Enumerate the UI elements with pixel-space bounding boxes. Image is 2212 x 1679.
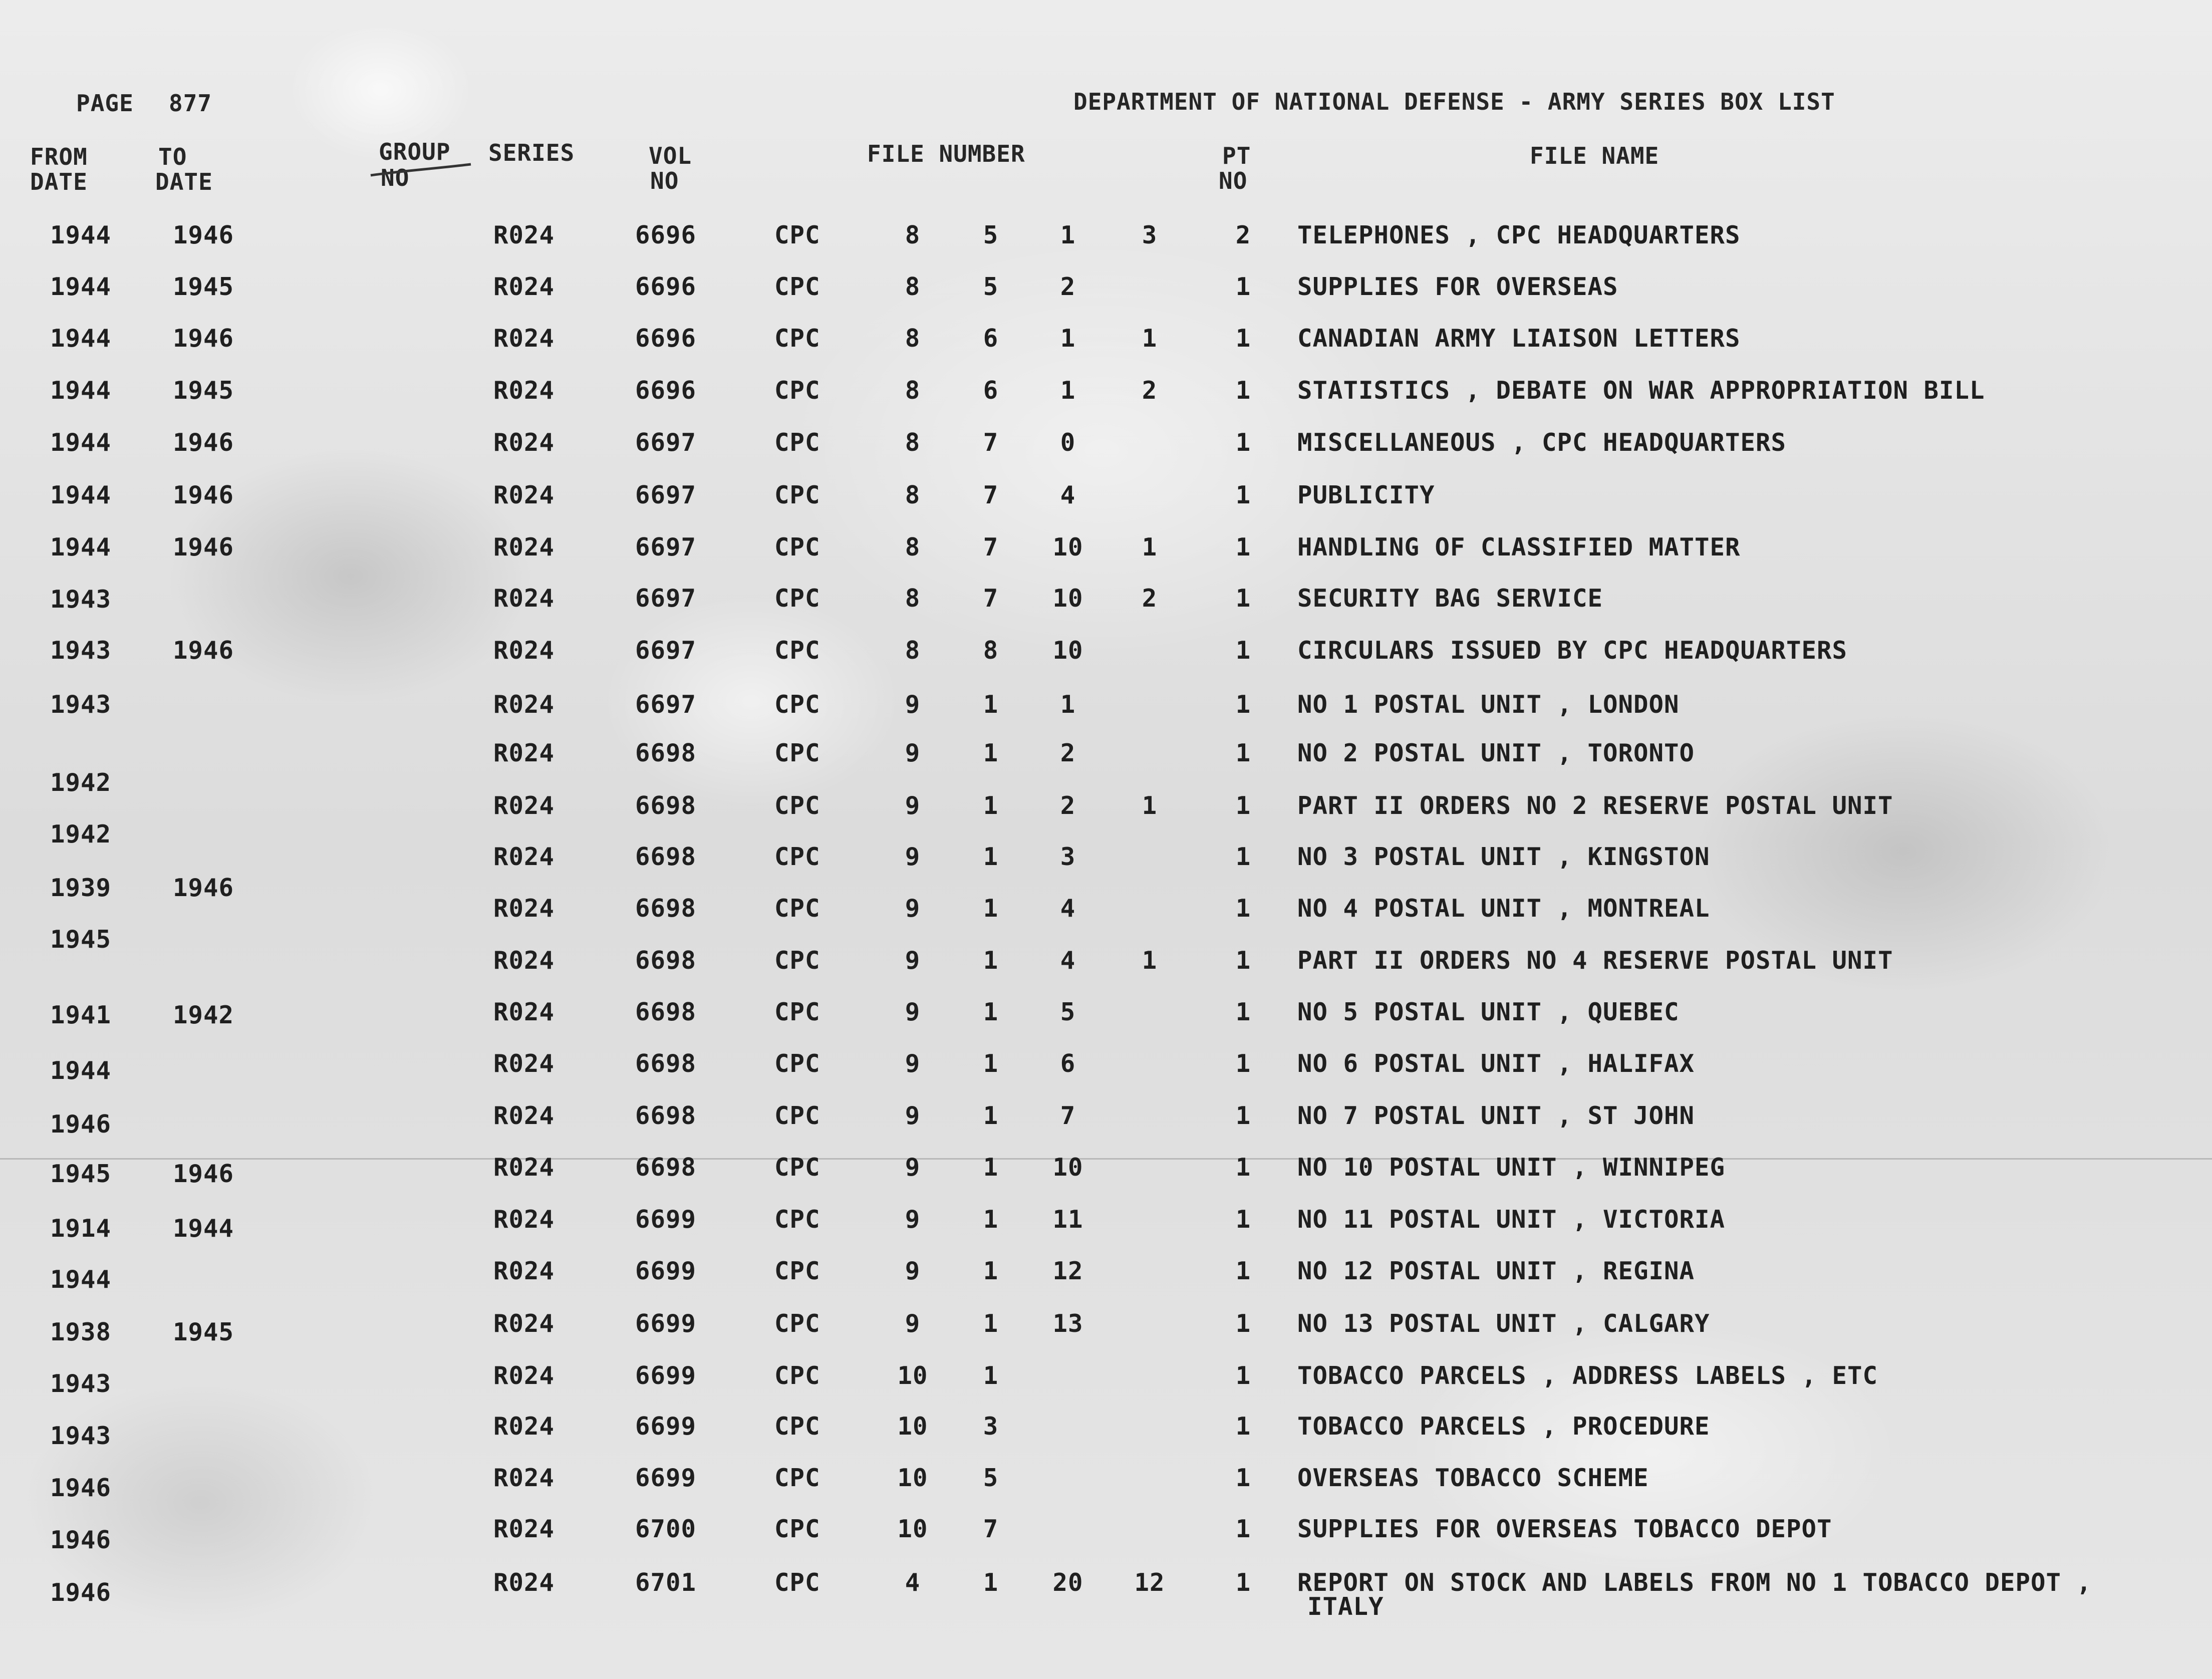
- cell-file-number-2: 1: [983, 1049, 999, 1078]
- cell-file-number-3: 0: [1060, 428, 1076, 457]
- cell-file-name: NO 12 POSTAL UNIT , REGINA: [1297, 1257, 1695, 1285]
- cell-vol-no: 6698: [635, 791, 697, 820]
- cell-file-prefix: CPC: [774, 998, 820, 1026]
- cell-series: R024: [493, 998, 555, 1026]
- cell-vol-no: 6699: [635, 1361, 697, 1390]
- cell-pt-no: 1: [1235, 584, 1251, 613]
- cell-file-number-2: 8: [983, 636, 999, 665]
- cell-file-number-1: 9: [905, 1153, 921, 1182]
- cell-file-name: MISCELLANEOUS , CPC HEADQUARTERS: [1297, 428, 1787, 457]
- cell-file-number-3: 10: [1052, 636, 1083, 665]
- cell-file-number-3: 12: [1052, 1257, 1083, 1285]
- cell-file-name: REPORT ON STOCK AND LABELS FROM NO 1 TOBACCO DEPOT ,: [1297, 1568, 2092, 1597]
- cell-from-date: 1944: [50, 428, 112, 457]
- cell-series: R024: [493, 1153, 555, 1182]
- cell-file-name: TOBACCO PARCELS , ADDRESS LABELS , ETC: [1297, 1361, 1878, 1390]
- header-vol-no-line2: NO: [650, 167, 679, 194]
- cell-file-prefix: CPC: [774, 533, 820, 562]
- cell-file-number-1: 9: [905, 690, 921, 719]
- cell-file-number-2: 5: [983, 272, 999, 301]
- cell-to-date: 1946: [173, 636, 234, 665]
- cell-from-date: 1946: [50, 1578, 112, 1607]
- cell-pt-no: 1: [1235, 636, 1251, 665]
- header-from-date-line2: DATE: [30, 168, 88, 195]
- cell-pt-no: 1: [1235, 998, 1251, 1026]
- cell-pt-no: 1: [1235, 690, 1251, 719]
- cell-file-name: NO 6 POSTAL UNIT , HALIFAX: [1297, 1049, 1695, 1078]
- cell-pt-no: 1: [1235, 1101, 1251, 1130]
- cell-file-number-3: 1: [1060, 376, 1076, 405]
- cell-file-number-3: 4: [1060, 481, 1076, 509]
- cell-file-name: CIRCULARS ISSUED BY CPC HEADQUARTERS: [1297, 636, 1848, 665]
- cell-pt-no: 1: [1235, 481, 1251, 509]
- header-from-date-line1: FROM: [30, 143, 88, 170]
- cell-series: R024: [493, 946, 555, 975]
- cell-file-number-1: 8: [905, 376, 921, 405]
- cell-file-number-1: 9: [905, 998, 921, 1026]
- cell-vol-no: 6699: [635, 1205, 697, 1234]
- cell-from-date: 1944: [50, 376, 112, 405]
- cell-pt-no: 1: [1235, 1464, 1251, 1492]
- cell-to-date: 1945: [173, 376, 234, 405]
- cell-file-number-3: 20: [1052, 1568, 1083, 1597]
- cell-file-number-1: 8: [905, 324, 921, 353]
- cell-file-number-1: 8: [905, 272, 921, 301]
- cell-file-prefix: CPC: [774, 1309, 820, 1338]
- cell-file-prefix: CPC: [774, 1515, 820, 1543]
- cell-vol-no: 6698: [635, 843, 697, 871]
- cell-file-number-2: 1: [983, 843, 999, 871]
- cell-vol-no: 6699: [635, 1309, 697, 1338]
- cell-to-date: 1945: [173, 1318, 234, 1346]
- cell-file-number-3: 2: [1060, 272, 1076, 301]
- cell-file-prefix: CPC: [774, 1412, 820, 1441]
- cell-file-number-3: 2: [1060, 791, 1076, 820]
- cell-file-number-4: 1: [1142, 533, 1158, 562]
- cell-pt-no: 2: [1235, 221, 1251, 249]
- cell-series: R024: [493, 1205, 555, 1234]
- cell-from-date: 1944: [50, 533, 112, 562]
- cell-series: R024: [493, 221, 555, 249]
- cell-file-prefix: CPC: [774, 791, 820, 820]
- cell-file-number-2: 1: [983, 1309, 999, 1338]
- cell-from-date: 1939: [50, 874, 112, 902]
- cell-vol-no: 6697: [635, 636, 697, 665]
- cell-file-number-2: 3: [983, 1412, 999, 1441]
- cell-to-date: 1946: [173, 428, 234, 457]
- cell-file-number-3: 2: [1060, 739, 1076, 767]
- cell-file-number-4: 12: [1134, 1568, 1165, 1597]
- cell-file-prefix: CPC: [774, 1049, 820, 1078]
- cell-series: R024: [493, 533, 555, 562]
- cell-file-number-2: 7: [983, 533, 999, 562]
- cell-file-number-4: 1: [1142, 791, 1158, 820]
- cell-from-date: 1943: [50, 1369, 112, 1398]
- cell-file-name: NO 13 POSTAL UNIT , CALGARY: [1297, 1309, 1710, 1338]
- cell-file-number-3: 1: [1060, 324, 1076, 353]
- cell-file-number-3: 3: [1060, 843, 1076, 871]
- cell-from-date: 1945: [50, 1160, 112, 1188]
- document-title: DEPARTMENT OF NATIONAL DEFENSE - ARMY SERIES BOX LIST: [1073, 88, 1835, 115]
- header-vol-no-line1: VOL: [649, 142, 692, 169]
- cell-series: R024: [493, 690, 555, 719]
- cell-file-number-1: 9: [905, 946, 921, 975]
- cell-to-date: 1946: [173, 221, 234, 249]
- cell-from-date: 1941: [50, 1001, 112, 1029]
- cell-file-name: PART II ORDERS NO 4 RESERVE POSTAL UNIT: [1297, 946, 1893, 975]
- cell-series: R024: [493, 739, 555, 767]
- cell-pt-no: 1: [1235, 376, 1251, 405]
- cell-vol-no: 6701: [635, 1568, 697, 1597]
- cell-file-name: PUBLICITY: [1297, 481, 1435, 509]
- cell-file-name: SUPPLIES FOR OVERSEAS TOBACCO DEPOT: [1297, 1515, 1832, 1543]
- cell-series: R024: [493, 1568, 555, 1597]
- handwritten-underline-mark: [368, 160, 473, 180]
- cell-series: R024: [493, 272, 555, 301]
- cell-file-number-3: 1: [1060, 221, 1076, 249]
- cell-file-prefix: CPC: [774, 376, 820, 405]
- cell-file-prefix: CPC: [774, 636, 820, 665]
- cell-series: R024: [493, 1309, 555, 1338]
- cell-file-number-1: 8: [905, 221, 921, 249]
- cell-vol-no: 6697: [635, 533, 697, 562]
- cell-vol-no: 6698: [635, 894, 697, 923]
- cell-file-number-3: 7: [1060, 1101, 1076, 1130]
- cell-file-number-1: 4: [905, 1568, 921, 1597]
- cell-vol-no: 6696: [635, 272, 697, 301]
- cell-file-number-2: 1: [983, 1257, 999, 1285]
- cell-file-prefix: CPC: [774, 843, 820, 871]
- cell-vol-no: 6698: [635, 739, 697, 767]
- cell-pt-no: 1: [1235, 1568, 1251, 1597]
- cell-series: R024: [493, 1412, 555, 1441]
- cell-vol-no: 6700: [635, 1515, 697, 1543]
- header-to-date-line2: DATE: [155, 168, 213, 195]
- cell-vol-no: 6698: [635, 1049, 697, 1078]
- cell-file-name: NO 7 POSTAL UNIT , ST JOHN: [1297, 1101, 1695, 1130]
- cell-file-prefix: CPC: [774, 584, 820, 613]
- cell-file-number-1: 10: [897, 1515, 928, 1543]
- cell-from-date: 1942: [50, 768, 112, 797]
- cell-to-date: 1946: [173, 324, 234, 353]
- page-number: 877: [169, 90, 212, 117]
- scan-artifact-line: [0, 1158, 2212, 1160]
- cell-file-number-2: 7: [983, 1515, 999, 1543]
- cell-from-date: 1944: [50, 324, 112, 353]
- cell-vol-no: 6698: [635, 1101, 697, 1130]
- cell-file-name: HANDLING OF CLASSIFIED MATTER: [1297, 533, 1741, 562]
- cell-file-number-1: 10: [897, 1464, 928, 1492]
- header-to-date-line1: TO: [158, 143, 187, 170]
- cell-file-number-2: 7: [983, 428, 999, 457]
- cell-file-name-continuation: ITALY: [1307, 1592, 1384, 1621]
- cell-from-date: 1914: [50, 1214, 112, 1243]
- cell-pt-no: 1: [1235, 1361, 1251, 1390]
- cell-vol-no: 6696: [635, 324, 697, 353]
- cell-file-number-2: 5: [983, 1464, 999, 1492]
- cell-file-number-1: 9: [905, 1049, 921, 1078]
- cell-series: R024: [493, 376, 555, 405]
- cell-file-number-1: 10: [897, 1361, 928, 1390]
- cell-file-name: NO 5 POSTAL UNIT , QUEBEC: [1297, 998, 1680, 1026]
- cell-from-date: 1944: [50, 221, 112, 249]
- cell-series: R024: [493, 791, 555, 820]
- cell-pt-no: 1: [1235, 428, 1251, 457]
- cell-file-prefix: CPC: [774, 1153, 820, 1182]
- cell-from-date: 1943: [50, 636, 112, 665]
- cell-to-date: 1942: [173, 1001, 234, 1029]
- cell-file-number-2: 7: [983, 481, 999, 509]
- cell-pt-no: 1: [1235, 843, 1251, 871]
- cell-pt-no: 1: [1235, 1205, 1251, 1234]
- header-pt-no-line2: NO: [1219, 167, 1248, 194]
- cell-file-number-3: 10: [1052, 533, 1083, 562]
- cell-file-number-4: 1: [1142, 946, 1158, 975]
- cell-vol-no: 6697: [635, 428, 697, 457]
- cell-from-date: 1944: [50, 481, 112, 509]
- cell-pt-no: 1: [1235, 272, 1251, 301]
- cell-file-prefix: CPC: [774, 272, 820, 301]
- cell-vol-no: 6696: [635, 376, 697, 405]
- cell-vol-no: 6696: [635, 221, 697, 249]
- cell-file-number-2: 1: [983, 946, 999, 975]
- cell-file-number-3: 1: [1060, 690, 1076, 719]
- cell-series: R024: [493, 1101, 555, 1130]
- cell-pt-no: 1: [1235, 739, 1251, 767]
- cell-series: R024: [493, 843, 555, 871]
- cell-from-date: 1938: [50, 1318, 112, 1346]
- cell-file-number-3: 10: [1052, 1153, 1083, 1182]
- cell-file-number-3: 4: [1060, 894, 1076, 923]
- cell-file-name: SUPPLIES FOR OVERSEAS: [1297, 272, 1618, 301]
- cell-file-name: NO 2 POSTAL UNIT , TORONTO: [1297, 739, 1695, 767]
- cell-file-prefix: CPC: [774, 1568, 820, 1597]
- cell-file-number-2: 1: [983, 1568, 999, 1597]
- cell-file-number-3: 13: [1052, 1309, 1083, 1338]
- cell-file-name: SECURITY BAG SERVICE: [1297, 584, 1603, 613]
- cell-from-date: 1944: [50, 1056, 112, 1085]
- cell-file-number-1: 8: [905, 584, 921, 613]
- cell-file-prefix: CPC: [774, 481, 820, 509]
- cell-pt-no: 1: [1235, 791, 1251, 820]
- cell-from-date: 1944: [50, 272, 112, 301]
- cell-vol-no: 6697: [635, 481, 697, 509]
- header-file-number: FILE NUMBER: [867, 140, 1025, 167]
- cell-file-prefix: CPC: [774, 221, 820, 249]
- cell-file-prefix: CPC: [774, 428, 820, 457]
- cell-vol-no: 6699: [635, 1464, 697, 1492]
- cell-file-name: PART II ORDERS NO 2 RESERVE POSTAL UNIT: [1297, 791, 1893, 820]
- cell-file-prefix: CPC: [774, 1205, 820, 1234]
- cell-vol-no: 6698: [635, 946, 697, 975]
- cell-file-name: TELEPHONES , CPC HEADQUARTERS: [1297, 221, 1741, 249]
- cell-to-date: 1946: [173, 874, 234, 902]
- cell-file-number-1: 8: [905, 481, 921, 509]
- cell-from-date: 1944: [50, 1265, 112, 1294]
- cell-file-number-2: 1: [983, 690, 999, 719]
- cell-series: R024: [493, 1361, 555, 1390]
- cell-file-name: NO 3 POSTAL UNIT , KINGSTON: [1297, 843, 1710, 871]
- header-group-no-line1: GROUP: [379, 138, 451, 165]
- cell-series: R024: [493, 1049, 555, 1078]
- cell-file-number-1: 8: [905, 636, 921, 665]
- cell-pt-no: 1: [1235, 1412, 1251, 1441]
- cell-file-number-2: 6: [983, 324, 999, 353]
- cell-file-number-2: 1: [983, 1153, 999, 1182]
- cell-file-number-1: 9: [905, 1101, 921, 1130]
- cell-file-number-4: 2: [1142, 584, 1158, 613]
- cell-vol-no: 6698: [635, 998, 697, 1026]
- cell-file-number-1: 9: [905, 843, 921, 871]
- header-file-name: FILE NAME: [1530, 142, 1660, 169]
- cell-file-number-2: 1: [983, 739, 999, 767]
- cell-series: R024: [493, 324, 555, 353]
- cell-file-number-2: 1: [983, 894, 999, 923]
- cell-to-date: 1946: [173, 481, 234, 509]
- cell-pt-no: 1: [1235, 1049, 1251, 1078]
- cell-file-number-1: 9: [905, 1257, 921, 1285]
- cell-from-date: 1943: [50, 1422, 112, 1450]
- cell-series: R024: [493, 1515, 555, 1543]
- cell-file-prefix: CPC: [774, 1361, 820, 1390]
- cell-pt-no: 1: [1235, 894, 1251, 923]
- cell-series: R024: [493, 894, 555, 923]
- cell-file-prefix: CPC: [774, 946, 820, 975]
- cell-file-prefix: CPC: [774, 324, 820, 353]
- cell-from-date: 1946: [50, 1526, 112, 1554]
- header-series: SERIES: [488, 139, 575, 166]
- cell-file-number-4: 2: [1142, 376, 1158, 405]
- cell-to-date: 1946: [173, 533, 234, 562]
- cell-series: R024: [493, 1257, 555, 1285]
- cell-pt-no: 1: [1235, 946, 1251, 975]
- cell-file-number-1: 10: [897, 1412, 928, 1441]
- cell-file-prefix: CPC: [774, 690, 820, 719]
- cell-series: R024: [493, 584, 555, 613]
- cell-file-prefix: CPC: [774, 1257, 820, 1285]
- cell-file-number-2: 5: [983, 221, 999, 249]
- cell-file-name: STATISTICS , DEBATE ON WAR APPROPRIATION BILL: [1297, 376, 1985, 405]
- cell-series: R024: [493, 1464, 555, 1492]
- cell-from-date: 1946: [50, 1110, 112, 1139]
- cell-file-name: NO 11 POSTAL UNIT , VICTORIA: [1297, 1205, 1726, 1234]
- cell-file-number-2: 7: [983, 584, 999, 613]
- header-pt-no-line1: PT: [1222, 142, 1251, 169]
- cell-file-number-2: 1: [983, 1361, 999, 1390]
- cell-file-number-1: 8: [905, 428, 921, 457]
- cell-file-number-3: 4: [1060, 946, 1076, 975]
- cell-file-name: NO 4 POSTAL UNIT , MONTREAL: [1297, 894, 1710, 923]
- cell-file-prefix: CPC: [774, 894, 820, 923]
- cell-file-number-3: 5: [1060, 998, 1076, 1026]
- cell-file-number-2: 1: [983, 791, 999, 820]
- cell-pt-no: 1: [1235, 1153, 1251, 1182]
- cell-file-prefix: CPC: [774, 739, 820, 767]
- cell-file-name: TOBACCO PARCELS , PROCEDURE: [1297, 1412, 1710, 1441]
- cell-pt-no: 1: [1235, 1257, 1251, 1285]
- cell-file-number-4: 1: [1142, 324, 1158, 353]
- cell-from-date: 1946: [50, 1474, 112, 1502]
- cell-file-number-1: 9: [905, 739, 921, 767]
- cell-file-number-3: 10: [1052, 584, 1083, 613]
- cell-from-date: 1943: [50, 690, 112, 719]
- cell-file-name: OVERSEAS TOBACCO SCHEME: [1297, 1464, 1649, 1492]
- cell-series: R024: [493, 481, 555, 509]
- cell-file-number-2: 1: [983, 1101, 999, 1130]
- cell-pt-no: 1: [1235, 1515, 1251, 1543]
- cell-series: R024: [493, 636, 555, 665]
- cell-pt-no: 1: [1235, 324, 1251, 353]
- cell-vol-no: 6697: [635, 584, 697, 613]
- cell-file-number-1: 9: [905, 894, 921, 923]
- cell-vol-no: 6697: [635, 690, 697, 719]
- cell-file-number-2: 1: [983, 998, 999, 1026]
- cell-file-number-1: 9: [905, 1205, 921, 1234]
- page-label: PAGE: [76, 90, 134, 117]
- cell-series: R024: [493, 428, 555, 457]
- cell-file-name: NO 10 POSTAL UNIT , WINNIPEG: [1297, 1153, 1726, 1182]
- cell-from-date: 1945: [50, 925, 112, 954]
- cell-vol-no: 6699: [635, 1257, 697, 1285]
- cell-file-number-4: 3: [1142, 221, 1158, 249]
- cell-pt-no: 1: [1235, 533, 1251, 562]
- cell-to-date: 1946: [173, 1160, 234, 1188]
- cell-file-prefix: CPC: [774, 1101, 820, 1130]
- cell-file-number-3: 6: [1060, 1049, 1076, 1078]
- cell-file-name: NO 1 POSTAL UNIT , LONDON: [1297, 690, 1680, 719]
- cell-file-prefix: CPC: [774, 1464, 820, 1492]
- cell-vol-no: 6698: [635, 1153, 697, 1182]
- header-group-no-line2: NO: [381, 164, 410, 191]
- cell-file-number-1: 9: [905, 1309, 921, 1338]
- cell-pt-no: 1: [1235, 1309, 1251, 1338]
- cell-file-number-1: 8: [905, 533, 921, 562]
- cell-file-number-2: 6: [983, 376, 999, 405]
- cell-file-number-2: 1: [983, 1205, 999, 1234]
- cell-file-name: CANADIAN ARMY LIAISON LETTERS: [1297, 324, 1741, 353]
- cell-to-date: 1944: [173, 1214, 234, 1243]
- cell-file-number-3: 11: [1052, 1205, 1083, 1234]
- cell-file-number-1: 9: [905, 791, 921, 820]
- cell-from-date: 1942: [50, 820, 112, 849]
- cell-to-date: 1945: [173, 272, 234, 301]
- cell-from-date: 1943: [50, 585, 112, 614]
- cell-vol-no: 6699: [635, 1412, 697, 1441]
